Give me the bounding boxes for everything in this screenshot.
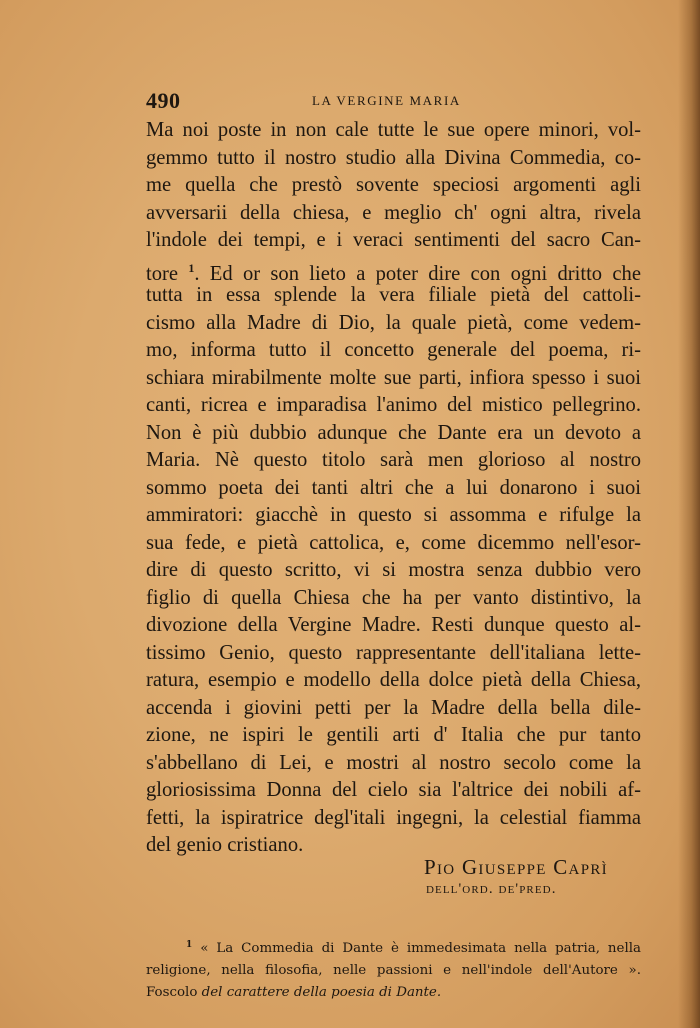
footnote-work-title: del carattere della poesia di Dante.	[201, 985, 442, 1000]
author-signature	[146, 855, 641, 907]
page-edge-shadow	[678, 0, 700, 1028]
text-line: Non è più dubbio adunque che Dante era un devoto a	[146, 421, 641, 444]
text-line: s'abbellano di Lei, e mostri al nostro secolo come la	[146, 751, 641, 774]
text-line: Ma noi poste in non cale tutte le sue opere minori, vol-	[146, 119, 641, 141]
footnote-marker: 1	[186, 940, 193, 950]
footnote-line	[146, 934, 641, 960]
text-line: accenda i giovini petti per la Madre della bella dile-	[146, 696, 641, 719]
text-line: sua fede, e pietà cattolica, e, come dicemmo nell'esor-	[146, 531, 641, 554]
text-line: fetti, la ispiratrice degl'itali ingegni, la celestial fiamma	[146, 806, 641, 829]
text-line: gloriosissima Donna del cielo sia l'altrice dei nobili af-	[146, 779, 641, 801]
running-title: LA VERGINE MARIA	[312, 93, 461, 108]
footnote-author: Foscolo	[146, 985, 198, 1000]
footnote-line: religione, nella filosofia, nelle passioni e nell'indole dell'Autore ».	[146, 963, 641, 978]
footnote-reference: 1	[188, 260, 195, 275]
text-line: gemmo tutto il nostro studio alla Divina Commedia, co-	[146, 146, 641, 169]
page-header	[146, 88, 641, 114]
text-line: zione, ne ispiri le gentili arti d' Italia che pur tanto	[146, 724, 641, 746]
text-segment: . Ed or son lieto a poter dire con ogni dritto che	[194, 262, 641, 285]
text-line: tissimo Genio, questo rappresentante dell'italiana lette-	[146, 641, 641, 664]
text-line: sommo poeta dei tanti altri che a lui donarono i suoi	[146, 476, 641, 499]
body-text	[146, 117, 641, 860]
text-line: ratura, esempio e modello della dolce pietà della Chiesa,	[146, 669, 641, 691]
text-segment: l'indole dei tempi, e i veraci sentimenti del sacro Can-	[146, 229, 641, 251]
text-line: canti, ricrea e imparadisa l'animo del mistico pellegrino.	[146, 394, 641, 416]
text-line: del genio cristiano.	[146, 834, 304, 856]
footnote	[146, 934, 641, 1004]
footnote-line	[146, 982, 641, 1004]
text-segment: tore	[146, 262, 179, 285]
text-line: Maria. Nè questo titolo sarà men glorioso al nostro	[146, 449, 641, 471]
text-line: dire di questo scritto, vi si mostra senza dubbio vero	[146, 559, 641, 581]
text-line	[146, 227, 641, 255]
page-number: 490	[146, 88, 181, 113]
text-line: ammiratori: giacchè in questo si assomma e rifulge la	[146, 504, 641, 526]
text-line: cismo alla Madre di Dio, la quale pietà, come vedem-	[146, 311, 641, 334]
author-order: dell'ord. de'pred.	[426, 881, 557, 897]
text-line: avversarii della chiesa, e meglio ch' ogni altra, rivela	[146, 201, 641, 224]
text-line: me quella che prestò sovente speciosi argomenti agli	[146, 174, 641, 196]
text-line	[146, 255, 641, 283]
text-line: figlio di quella Chiesa che ha per vanto distintivo, la	[146, 586, 641, 609]
text-line: divozione della Vergine Madre. Resti dunque questo al-	[146, 614, 641, 636]
author-name: Pio Giuseppe Caprì	[424, 855, 608, 879]
text-line: mo, informa tutto il concetto generale del poema, ri-	[146, 339, 641, 361]
text-line: schiara mirabilmente molte sue parti, infiora spesso i suoi	[146, 366, 641, 389]
footnote-text: « La Commedia di Dante è immedesimata nella patria, nella	[200, 941, 642, 956]
text-line: tutta in essa splende la vera filiale pietà del cattoli-	[146, 284, 641, 306]
